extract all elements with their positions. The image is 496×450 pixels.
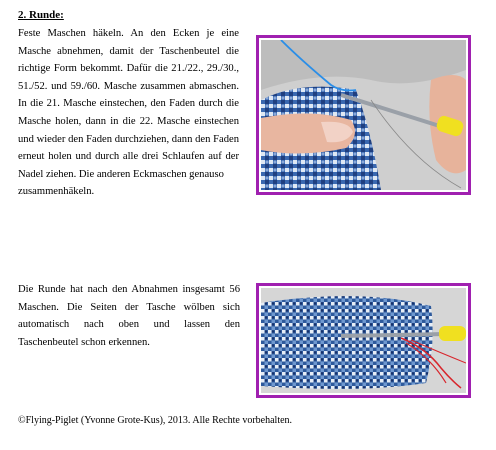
crochet-photo-hook-in-stitch (256, 35, 471, 195)
instruction-paragraph-1-text: Feste Maschen häkeln. An den Ecken je eine Masche abnehmen, damit der Taschenbeutel die richtige Form bekommt. Dafür die 21./22., 29./30., 51./52. und 59./60. Masche zusammen abmaschen. In die 21. Masche einstechen, den Faden durch die Masche holen, dann in die 22. Masche einstechen und wieder den Faden durchziehen, dann den Faden erneut holen und durch alle drei Schlaufen auf der Nadel ziehen. Die anderen Eckmaschen genauso (18, 28, 239, 180)
section-heading: 2. Runde: (18, 9, 64, 21)
instruction-paragraph-1 (18, 25, 239, 201)
instruction-paragraph-2: Die Runde hat nach den Abnahmen insgesamt 56 Maschen. Die Seiten der Tasche wölben sich automatisch nach oben und lassen den Taschenbeutel schon erkennen. (18, 284, 240, 348)
copyright-notice: ©Flying-Piglet (Yvonne Grote-Kus), 2013. Alle Rechte vorbehalten. (18, 415, 293, 426)
crochet-photo-bag-sides (256, 283, 471, 398)
crochet-photo-1-image (261, 40, 466, 190)
instruction-paragraph-1-end: zusammenhäkeln. (18, 186, 95, 198)
crochet-photo-2-image (261, 288, 466, 393)
